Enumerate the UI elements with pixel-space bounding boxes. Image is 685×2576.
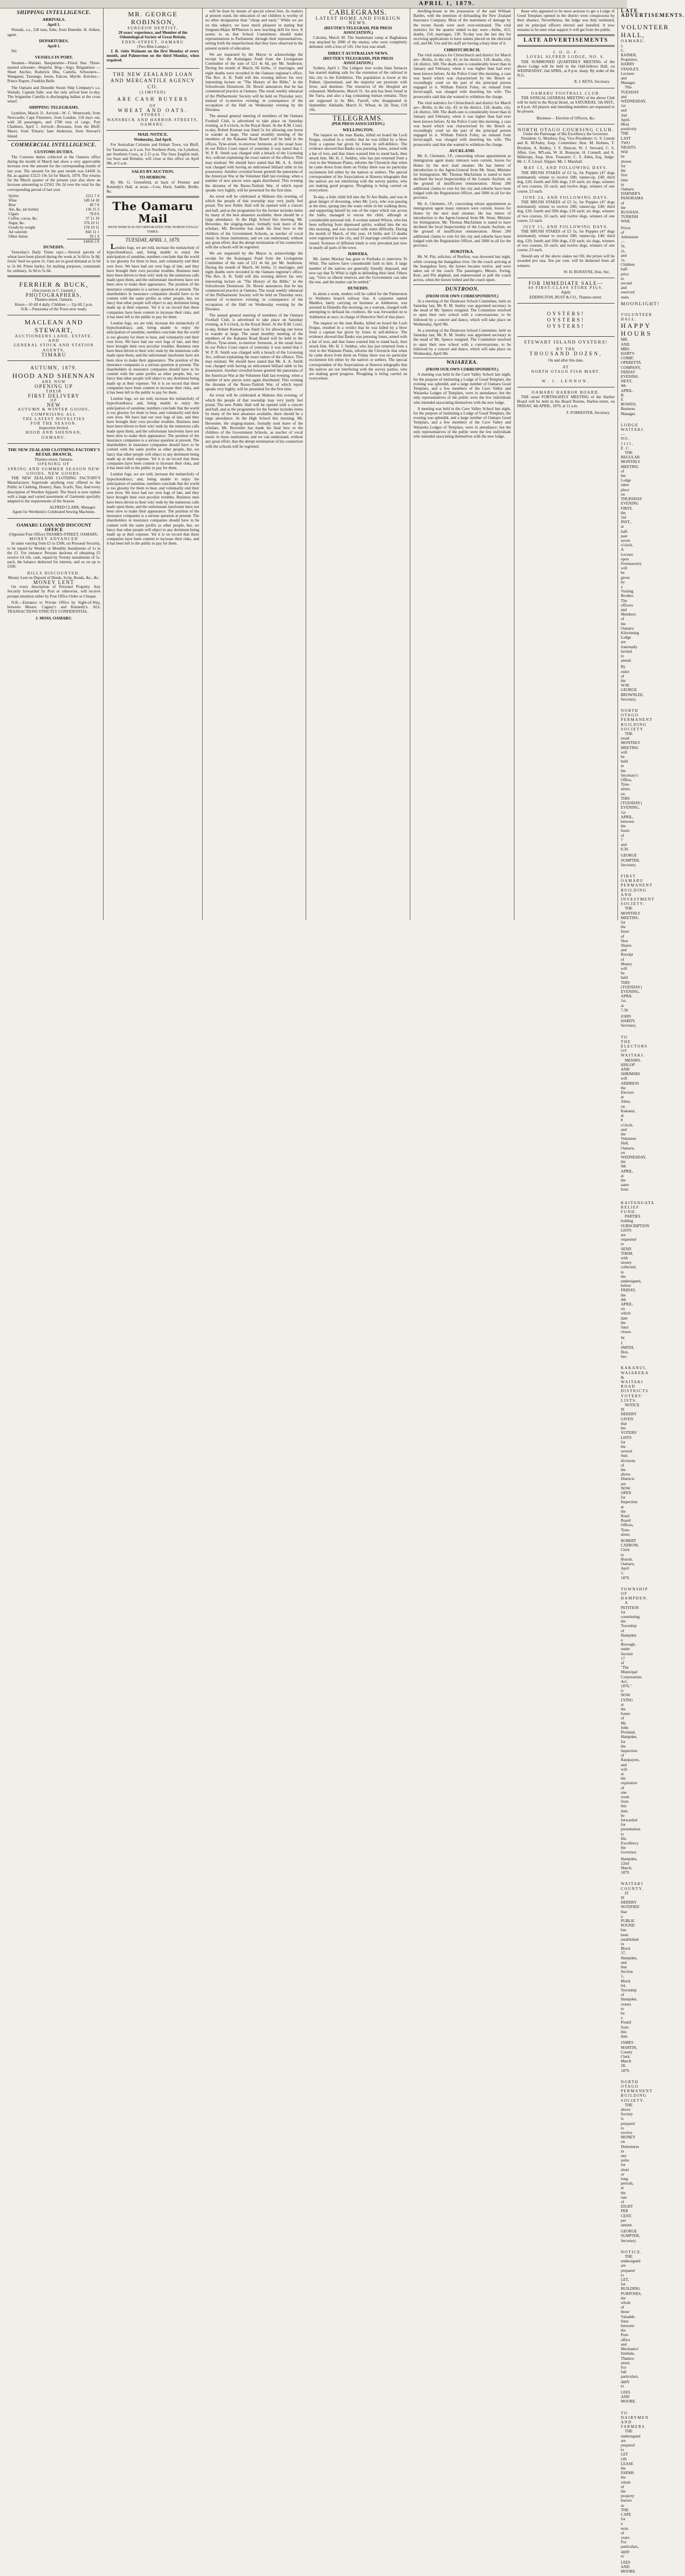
ad-title: OAMARU FOOTBALL CLUB. <box>531 91 601 96</box>
ad-line: Agent for Wertheim's Celebrated Sewing Machines. <box>12 510 96 515</box>
paragraph: THE BRUSH STAKES of £3 5s, for Puppies (47 dogs nominated); winner to receive £80; runner-up, £40; third dog, £20; fourth and fifth dogs, £10 each; six dogs, winners of two courses, £6 each; and twelve dogs, winners of one course, £3 each. <box>517 199 615 223</box>
table-row <box>7 194 100 198</box>
customs-table <box>7 194 100 244</box>
paragraph: THE usual FORTNIGHTLY MEETING of the Harbor Board will be held in the Board Rooms, Harbor-street, on FRIDAY, 4th APRIL, 1879, at 11 a.m. <box>517 395 615 409</box>
paragraph: In about a week, tenders will be called for the Palmerston to Waihemo branch railway line. A carpenter named Maddox, lately carrying on business at Ashburton, was arrested in Dunedin this morning, on a warrant, charged with attempting to defraud his creditors. He was forwarded on to Ashburton at once, in charge of Detective Neil of that place. <box>309 291 408 319</box>
advertisement-ferrier <box>7 279 100 313</box>
table-cell: Beer <box>8 202 16 207</box>
ad-line: 20 years' experience, and Member of the Odontological Society of Great Britain, <box>118 30 187 40</box>
paragraph: By Mr. G. Greenfield, at back of Premier and Kennedy's Hall, at noon.—Cow, Hack, Saddle, Bridle, &c. <box>106 180 199 194</box>
ad-signature: J. MOSS, OAMARU. <box>35 616 73 621</box>
table-cell: 376 10 11 <box>83 220 100 225</box>
paragraph: To-day, a little child fell into the Te Aro Baths, and was in great danger of drowning, when Mr. Levy, who was passing at the time, sprang into the water while in her walking dress, and supporting herself by one of the ropes which run across the baths, managed to rescue the child, although at considerable personal risk. A woman named Wilson, who has been suffering from depressed spirits, walked into the sea this morning, and was rescued with some difficulty. During the month of March, of this year, 14 births and 13 deaths were registered in the city, and 33 marriage certificates were issued. Sickness of different kinds is very prevalent just now in nearly all parts of the town. <box>309 194 408 250</box>
credit-line: (PER PRESS ASSOCIATION.) <box>332 122 385 127</box>
paragraph: THE ANNUAL GENERAL MEETING of the above Club will be held in the Royal Hotel, on SATURDAY, 5th INST., at 8 p.m. All players and intending members are requested to be present. <box>517 95 615 114</box>
ad-line: MONEY ADVANCED <box>29 537 79 542</box>
divider <box>517 34 615 36</box>
divider <box>517 303 615 304</box>
ad-title: MR. GEORGE ROBINSON, <box>128 10 178 26</box>
paragraph: N.B.—Entrance to Private Office by Sight-of-Way, between Messrs. Cagney's and Kennedy's. ALL TRANSACTIONS STRICTLY CONFIDENTIAL. <box>7 600 101 614</box>
ad-line: Money Lent on Deposit of Deeds, Scrip, Bonds, &c., &c. <box>8 575 100 580</box>
table-cell: Other duties <box>8 234 28 239</box>
table-row <box>7 239 100 244</box>
paragraph: For Australian Colonies and Hobart Town, via Bluff, for Tasmania, at 6 a.m. For Northern Ports, via Lyttelton, per Southern Cross, at 2.15 p.m. The Suez English mail, via Suez and Brindisi, will close at this office on April 9th, at 6 a.m. <box>106 142 199 166</box>
table-cell: Spirits <box>8 193 19 198</box>
paragraph: We are requested by the Mayor to acknowledge the receipt for the Kaitangata Fund from the Livingstone Committee of the sum of £21 4s 6d, per Mr. Anderson. During the month of March, 66 births, 11 marriages, and eight deaths were recorded in the Oamaru registrar's office. The Rev. A. B. Todd will this evening deliver his very interesting lecture on "The History of the Bible," in the Schoolroom Dunstroon. Dr. Bowie announces that he has commenced practice at Oamaru. The usual weekly rehearsal of the Philharmonic Society will be held on Thursday next, instead of to-morrow evening, in consequence of the occupation of the Hall on Wednesday evening by the Diorama. <box>205 52 303 113</box>
ad-title: THE NEW ZEALAND LOAN AND MERCANTILE AGENCY CO. <box>110 71 195 90</box>
paragraph: The annual general meeting of members of the Oamaru Football Club, is advertised to take place on Saturday evening, at 8 o'clock, in the Royal Hotel. At the R.M. Court, to-day, Robert Keenan was fined 5s for allowing one horse to wander at large. The usual monthly meeting of the members of the Kakanui Road Board will be held in the offices, Tyne-street, to-morrow forenoon, at the usual hour. In our Police Court report of yesterday it was stated that J. W. P. R. Smith was charged with a breach of the Licensing Act, without explaining the exact nature of the offence. This may mislead. We should have stated that Mr. A. A. Smith was charged with having an unlicensed billiard table in his possession. Another crowded house greeted the panorama of the American War at the Volunteer Hall last evening, when a number of new pieces were again distributed. This evening the diorama of the Russo-Turkish War, of which report speaks very highly, will be presented for the first time. <box>205 114 303 193</box>
paragraph: Mr. A. Clements, J.P., concerning whose appointment as immigration agent many rumours were current, leaves for Home by the next mail steamer. He has letters of introduction to the Agent-General from Mr. Stout, Minister for Immigration. Mr. Thomas Macfarlane is stated to have declined the local Inspectorship of the Lunatic Asylum, on the ground of insufficient remuneration. About 200 additional claims to vote for the city and suburbs have been lodged with the Registration Officer, and 5000 in all for the province. <box>413 154 511 200</box>
ad-line: FOR THE SEASON. <box>30 421 78 426</box>
paragraph: The inquest on the man Banks, killed on board the Loch Fergus, resulted in a verdict that he was killed by a blow from a capstan bar given by Jones in self-defence. The evidence showed that Banks was pursuing Jones, armed with a bar of iron, and that Jones warned him to stand back, then struck him. Mr. H. J. Seddon, who has just returned from a visit to the Waimate Plains, informs the Chronicle that when he came down from them on Friday there was no particular excitement felt either by the natives or settlers. The special correspondent of the Associations at Hawera telegraphs that the natives are not interfering with the survey parties, who are making good progress. Ploughing is being carried on everywhere. <box>309 132 408 193</box>
ad-line: (Two Blue Lamps.) <box>137 44 169 49</box>
paragraph: Sydney, April 1. The Lithgow iron works blast furnaces has started making rails for the extension of the railroad in this city to the Exhibition. The population is lower at the Palmer, Queensland, and the majority are prostrate with fever, and destitute. The resources of the Hospital are exhausted. Melbourne, March 31. An arm has been found in the Yarra, and also a bag containing human remains. They are supposed to be Mrs. Farrell, who disappeared in September. Adelaide, March 31. Wheat, 4s 2d; flour, £10 10s. <box>309 66 408 113</box>
subhead: MAIL NOTICE. <box>137 132 168 137</box>
ad-line: Thames-street, Oamaru. <box>34 297 73 302</box>
column-4 <box>306 8 410 920</box>
ad-line: WANSBECK AND HARBOR-STREETS, OAMARU. <box>106 117 199 127</box>
divider <box>106 68 199 69</box>
ad-line: SPRING AND SUMMER SEASON NEW GOODS, NEW GOODS. <box>7 466 100 476</box>
ad-line: SURGEON DENTIST, <box>127 26 178 30</box>
paragraph: A meeting was held in the Cave Valley School last night, for the purpose of instituting a Lodge of Good Templars, the evening was splendid, and a large number of Oamaru Good Templars, and a few members of the Cave Valley and Waiareka Lodges of Templars, were in attendance; but the only representatives of the public were the few individuals who intended associating themselves with the new lodge. <box>413 372 511 405</box>
ad-signature: LEES AND MOORE. <box>621 2390 637 2404</box>
paragraph: President: G. Moulsey, Esq. Vice-Presidents: G. S. Lintott and R. M'Auley, Esqs. Committee: Hon. M. Holmes, T. Brydone, A. Redley, J. Y. Duncan, W. J. Steward, C. S. Allen, Geo. M'Lean, W. H. Bonayne, H. Connell, and A. Millerops, Esqs. Hon. Treasurer: C. S. Allen, Esq. Judge: Mr. C. F. Lloyd. Slipper: Mr. J. Marshall. <box>517 136 615 164</box>
advertisement-clothing <box>7 445 100 516</box>
ad-line: I. O. O. F. <box>553 50 579 55</box>
paragraph: Mr. James Mackay has gone to Parihaka to interview Te Whiti. The natives have considerable faith in him. A large number of the natives are generally friendly disposed, and now say that Te Whiti is right in defending their land. Others say, "Give us liberal reserves and the Government can take the rest, and the matter can be settled." <box>309 257 408 285</box>
paragraph: The annual general meeting of members of the Oamaru Football Club, is advertised to take place on Saturday evening, at 8 o'clock, in the Royal Hotel. At the R.M. Court, to-day, Robert Keenan was fined 5s for allowing one horse to wander at large. The usual monthly meeting of the members of the Kakanui Road Board will be held in the offices, Tyne-street, to-morrow forenoon, at the usual hour. In our Police Court report of yesterday it was stated that J. W. P. R. Smith was charged with a breach of the Licensing Act, without explaining the exact nature of the offence. This may mislead. We should have stated that Mr. A. A. Smith was charged with having an unlicensed billiard table in his possession. Another crowded house greeted the panorama of the American War at the Volunteer Hall last evening, when a number of new pieces were again distributed. This evening the diorama of the Russo-Turkish War, of which report speaks very highly, will be presented for the first time. <box>205 313 303 392</box>
subhead: DUNEDIN. <box>43 244 65 249</box>
divider <box>106 167 199 168</box>
ad-line: EDDINGTON, BUST & CO., Thames-street. <box>529 295 602 300</box>
ad-line: OYSTERS! <box>547 323 585 329</box>
ad-line: THE LATEST NOVELTIES <box>23 416 86 421</box>
ad-signature: T. FORRESTER, Secretary. <box>566 410 611 415</box>
divider <box>106 130 199 131</box>
ad-line: AND <box>48 338 60 344</box>
section-title: CABLEGRAMS. <box>329 8 387 16</box>
advertisement-lodge <box>517 49 615 86</box>
ad-line: OYSTERS! <box>547 310 585 317</box>
table-row <box>7 207 100 212</box>
ad-line: Hours—10 till 4 daily. Children — Up till 2 p.m. <box>15 302 93 307</box>
ad-line: JULY 15, AND FOLLOWING DAYS. <box>523 224 609 229</box>
ad-line: (LIMITED) <box>139 90 167 95</box>
table-cell: 49 7 0 <box>89 202 100 207</box>
ad-line: NEW <box>47 402 61 408</box>
ad-signature: W. J. SMITH, Hon. Sec. <box>621 1336 634 1360</box>
paragraph: THE BRUSH STAKES of £3 5s, for Puppies (47 dogs nominated); winner to receive £80; runner-up, £40; third dog, £20; fourth and fifth dogs, £10 each; six dogs, winners of two courses, £6 each; and twelve dogs, winners of one course, £3 each. <box>517 170 615 194</box>
ad-line: MAY 13, AND FOLLOWING DAYS. <box>523 166 608 171</box>
column-7: LATE ADVERTISEMENTS. VOLUNTEER HALL, OAMARU. J. C. RAINER, Proprietor. HARRY STANLEY, Lecturer and Manager. This TUESDAY and WEDNESDAY, 1st and 2nd April. Most positively THE LAST TWO NIGHTS. Will be shown for the first time in Oamaru DARNER'S PANORAMA of the RUSSIAN-TURKISH WAR. Prices of Admission—3s, 2s, and 1s. Children half-price to second and reserved seats. MOONLIGHT! VOLUNTEER HALL. HAPPY HOURS MR. AND MRS. HART'S COMIC OPERETTA COMPANY, FRIDAY EVENING NEXT, 4th APRIL. B. F. BOWEN, Business Manager. LODGE WAITAKI.—NO. 1111, E.C. THE REGULAR MONTHLY MEETING of the Lodge takes place on THURSDAY EVENING FIRST, the 3rd INST., at half-past seven o'clock. A Lecture upon Freemasonry will be given by a Visiting Brother. The officers and Members of the Oamaru Kilwinning Lodge are fraternally invited to attend. By order of the W.M. GEORGE BROWNLEE, Secretary. NORTH OTAGO PERMANENT BUILDING SOCIETY. THE usual MONTHLY MEETING will be held at the Secretary's Office, Tyne-street, on THIS (TUESDAY) EVENING, 1st APRIL, between the hours of 7 and 8.30. GEORGE SUMPTER, Secretary. FIRST OAMARU PERMANENT BUILDING AND INVESTMENT SOCIETY. THE MONTHLY MEETING for the Issue of New Shares and Receipt of Money will be held THIS (TUESDAY) EVENING, APRIL 1st, at 7.30. JOHN HARDY, Secretary. TO THE ELECTORS OF WAITAKI. MESSRS. HISLOP AND SHRIMSKI will ADDRESS the Electors at Alma, on Kakanui, at 8 o'clock, and the Volunteer Hall, Oamaru, on WEDNESDAY, the 9th APRIL, at the same hour. KAITANGATA RELIEF FUND. PARTIES holding SUBSCRIPTION LISTS are requested to SEND THEM, with money collected, to the undersigned, before FRIDAY, the 4th APRIL, on which date the fund closes. W. J. SMITH, Hon. Sec. KAKANUI, WAIAREKA & WAITAKI ROAD DISTRICTS. VOTERS' LISTS. NOTICE IS HEREBY GIVEN that the VOTERS' LISTS for the several Sub-divisions of the above Districts are NOW OPEN for Inspection at the Road Board Offices, Tyne-street. ROBERT CARROW, Clerk to Boards. Oamaru, April 1, 1879. TOWNSHIP OF HAMPDEN. A PETITION for constituting the Township of Hampden a Borough, under Section 17 of "The Municipal Corporations Act, 1876," is NOW LYING at the house of Mr. John Presland, Hampden, for the inspection of Ratepayers, and will at the expiration of one week from this date, be forwarded for presentation to His Excellency the Governor. Hampden, 22nd March, 1879. WAITAKI COUNTY. IT IS HEREBY NOTIFIED that a PUBLIC POUND has been established in Block 37, Hampden, and that Section 1, Block 64, Township of Hampden, ceases to be a Pound from this date. JAMES MARTIN, County Clerk. March 28, 1879. NORTH OTAGO PERMANENT BUILDING SOCIETY. THE above Society is prepared to receive MONEY on Debentures in any sums for short or long periods, at the rate of EIGHT PER CENT. per annum. GEORGE SUMPTER, Secretary. NOTICE. THE undersigned are prepared to LET, for BUILDING PURPOSES, the whole of those Valuable Sites between the Post-office and Mechanics' Institute, Thames-street. For full particulars, apply to LEES AND MOORE. TO DAIRYMEN AND FARMERS. THE undersigned are prepared to LET ON LEASE the FARMS the whole of the property known as THE CAPE for a term of years. For particulars, apply to LEES AND MOORE. <box>621 8 685 2574</box>
subhead: DEPARTURES. <box>39 38 69 43</box>
paragraph: Yesterday's Daily Times says:—Several parcels of wheat have been placed during the week at 3s 6d to 3s 8d; fowls' feed we quote 2s. Oats are in good demand at 2s 6d to 2s 8d. Prime barley, for malting purposes, commands 6s; ordinary, 3s 9d to 5s 6d. <box>7 249 101 273</box>
subhead: HAWERA. <box>348 251 369 256</box>
ad-signature: R. J. KEYS, Secretary. <box>574 79 611 84</box>
section-subtitle: LATEST HOME AND FOREIGN NEWS. <box>315 15 401 26</box>
ad-line: THOUSAND DOZEN, <box>529 350 603 356</box>
ad-line: AUCTIONEERS LAND, ESTATE, <box>15 333 93 338</box>
advertisement-harbor-board <box>517 389 615 417</box>
advertisement-dentist <box>106 9 199 66</box>
ad-line: On and after this date, <box>548 358 584 363</box>
paragraph: We are requested by the Mayor to acknowledge the receipt for the Kaitangata Fund from the Livingstone Committee of the sum of £21 4s 6d, per Mr. Anderson. During the month of March, 66 births, 11 marriages, and eight deaths were recorded in the Oamaru registrar's office. The Rev. A. B. Todd will this evening deliver his very interesting lecture on "The History of the Bible," in the Schoolroom Dunstroon. Dr. Bowie announces that he has commenced practice at Oamaru. The usual weekly rehearsal of the Philharmonic Society will be held on Thursday next, instead of to-morrow evening, in consequence of the occupation of the Hall on Wednesday evening by the Diorama. <box>205 251 303 311</box>
credit-line: (FROM OUR OWN CORRESPONDENT.) <box>426 293 499 298</box>
ad-line: (Successors to C. Garnett,) <box>32 288 75 293</box>
credit-line: (REUTER'S TELEGRAMS, PER PRESS ASSOCIATION.) <box>323 56 393 66</box>
advertisement-stewart-oysters <box>517 338 615 385</box>
newspaper-masthead: The Oamaru Mail <box>112 199 194 226</box>
ad-line: BILLS DISCOUNTED. <box>27 571 80 576</box>
paragraph: On every description of Personal Property. Any Security forwarded by Post or otherwise, will receive prompt attention either by Post Office Order or Cheque. <box>7 585 101 599</box>
table-row <box>7 203 100 207</box>
subhead: CUSTOMS DUTIES. <box>34 149 74 154</box>
ad-line: N.B.—Panorama of the Town now ready. <box>20 306 87 311</box>
section-title: DUNTROON. <box>445 286 480 292</box>
paragraph: those who appeared to be most anxious to get a Lodge of Good Templars opened in the district were conspicuous by their absence. Nevertheless, the lodge was duly instituted, and its principal officers elected and installed. It now remains to be seen what support it will get from the public. <box>517 9 615 32</box>
ad-line: OF <box>50 398 57 403</box>
ad-line: THEIR <box>46 389 62 394</box>
ad-line: Under the Patronage of His Excellency the Governor. <box>523 132 609 137</box>
ad-signature: GEORGE BROWNLEE, Secretary. <box>621 688 644 702</box>
ad-line: NORTH OTAGO FISH MART. <box>531 369 601 375</box>
table-cell: 78 0 6 <box>89 211 100 216</box>
paragraph: The vital statistics for Christchurch and district for March are—Births, in the city, 43; in the district, 118; deaths, city, 24; district, 500. The death-rate is considerably lower than in January and February, when it was higher than had ever been known before. At the Police Court this morning, a case was heard which was characterised by the Bench as exceedingly cruel on the part of the principal person engaged in it. William Patrick Foley, on remand from Invercargill, was charged with deserting his wife. The prosecutrix said that she wanted to withdraw the charge. <box>413 52 511 99</box>
table-cell: Goods by weight <box>8 225 35 230</box>
table-cell: 178 10 11 <box>83 225 100 230</box>
paragraph: THE SUMMONED QUARTERLY MEETING of the above Lodge will be held in the Odd-fellows Hall, on WEDNESDAY, 2nd APRIL, at 8 p.m. sharp. By order of the N.G. <box>517 59 615 78</box>
subhead: SHIPPING TELEGRAMS. <box>29 105 79 110</box>
leader-article-cont: London fogs, we are told, increase the melancholy of hypochondriacs; and, being unable to enjoy the anticipation of sunshine, numbers conclude that the world is too gloomy for them to bear, and voluntarily end their own lives. We have had our own fogs of late, and they have brought their own peculiar troubles. Business men have been driven to their wits' ends by the numerous calls made upon them, and the unfortunate insolvents have not been slow to make their appearance. The position of the insurance companies is a serious question at present. The shareholders in insurance companies should have to be content with the same profits as other people, but, we fancy that other people will object to any detriment being made up at their expense. Yet it is on record that these companies have been content to increase their risks, and it has been left to the public to pay for them. <box>106 472 199 546</box>
divider <box>7 443 100 444</box>
paragraph: Calcutta, March 30. The Sandemani camp at Baghakaua was attacked by 2000 of the enemy, who were completely defeated, with a loss of 145. Our loss was small. <box>309 35 408 50</box>
page-header-strip <box>0 0 627 8</box>
leader-article: London fogs, we are told, increase the melancholy of hypochondriacs; and, being unable to enjoy the anticipation of sunshine, numbers conclude that the world is too gloomy for them to bear, and voluntarily end their own lives. We have had our own fogs of late, and they have brought their own peculiar troubles. Business men have been driven to their wits' ends by the numerous calls made upon them, and the unfortunate insolvents have not been slow to make their appearance. The position of the insurance companies is a serious question at present. The shareholders in insurance companies should have to be content with the same profits as other people, but, we fancy that other people will object to any detriment being made up at their expense. Yet it is on record that these companies have been content to increase their risks, and it has been left to the public to pay for them. <box>106 242 199 319</box>
advertisement-football <box>517 90 615 122</box>
ad-line: OPENING UP <box>34 384 73 390</box>
ad-line: OF <box>149 104 156 109</box>
ad-signature: HOOD AND SHENNAN, <box>25 430 82 435</box>
table-cell: Cigars <box>8 211 19 216</box>
ad-line: JUNE 24, AND FOLLOWING DAYS. <box>522 195 609 200</box>
divider <box>106 196 199 198</box>
ad-line: STORES : <box>141 113 165 118</box>
advertisement-maclean <box>7 317 100 359</box>
paragraph: An event will be celebrated at Maheno this evening, of which the people of that township may very justly feel proud. The new Public Hall will be opened with a concert and ball, and as the programme for the former includes items by many of the best amateurs available, there should be a large attendance. At the High School this morning, Mr. Brownlee, the singing-master, formally took leave of the scholars. Mr. Brownlee has made his final bow to the children of the Government Schools, as teacher of vocal music in those institutions; and we can understand, without any great effort, that the abrupt termination of his connection with the schools will be regretted. <box>205 194 303 250</box>
paragraph: The Customs duties collected at the Oamaru office during the month of March last show a very appreciable increase over the amount for the corresponding month of last year. The amount for the past month was £4436 2s 8d, as against £3223 10s 5d for March, 1878. The returns for the March quarter of the present year also show an increase amounting to £2562 19s 2d over the total for the corresponding period of last year. <box>7 155 101 192</box>
ad-signature: W. J. LENNON. <box>541 378 590 384</box>
section-title: TELEGRAMS. <box>332 114 384 123</box>
table-row <box>7 212 100 216</box>
ad-title: THE NEW ZEALAND CLOTHING FACTORY'S RETAIL BRANCH, <box>7 447 100 457</box>
ad-line: Business— Election of Officers, &c. <box>536 115 596 121</box>
ad-line: Inspection Invited. <box>39 426 69 431</box>
ad-line: MONEY LENT <box>33 580 75 586</box>
table-row <box>7 198 100 203</box>
paragraph: Lyttelton, March 31. Arrived—W. C. Wentworth, from Newcastle; Cape Finisterre, from London, 118 days out, with 28 passengers, and 1700 tons of cargo. Port Chalmers, April 1. Arrived—Rewanui, from the Bluff; Maori, from Timaru; Jane Anderson, from Stewart's Island. <box>7 110 101 139</box>
subhead: CHRISTCHURCH. <box>444 47 481 52</box>
paragraph: will be done by means of special school fees. As matters at present stand, the education of our children is worthy of no other designation than "cheap and nasty." While we are on this subject, we have much pleasure in stating that Sergeant-Major M'Pherson is now teaching drill for love. It seems to us that School Committees should make representations to Parliament, through their representatives, setting forth the imperfections that they have observed in the present system of education. <box>205 9 303 51</box>
ad-title: FOR IMMEDIATE SALE— <box>529 280 603 286</box>
ad-title: LOYAL ALFRED LODGE, NO. 6. <box>526 55 606 60</box>
column-1 <box>5 8 104 920</box>
credit-line: (REUTER'S TELEGRAM, PER PRESS ASSOCIATION.) <box>324 25 392 35</box>
ad-line: OPENING OF <box>38 462 70 467</box>
ad-line: BY THE <box>556 346 576 351</box>
page-date: APRIL 1, 1879. <box>418 0 475 7</box>
table-total: £4436 2 8 <box>67 239 100 244</box>
table-row <box>7 230 100 234</box>
divider <box>106 235 199 236</box>
ad-line: FIRST DELIVERY <box>28 393 80 399</box>
column-5 <box>410 8 514 920</box>
ad-line: OYSTERS! <box>547 317 585 323</box>
ad-line: 40 FIRST-CLASS STORE PIGS. <box>528 286 604 291</box>
divider <box>7 140 100 141</box>
ad-line: ARE CASH BUYERS <box>117 96 189 102</box>
column-2 <box>104 8 202 920</box>
ad-signature: GEORGE SUMPTER, Secretary. <box>621 853 641 867</box>
ad-signature: JAMES MARTIN, County Clerk. <box>621 2040 637 2059</box>
column-3 <box>203 8 306 920</box>
paragraph: Nil. <box>11 49 17 54</box>
section-title: COMMERCIAL INTELLIGENCE. <box>11 142 97 148</box>
dateline: April 1. <box>47 23 61 28</box>
table-cell: 39 1 9 <box>89 234 100 239</box>
paragraph: An event will be celebrated at Maheno this evening, of which the people of that township may very justly feel proud. The new Public Hall will be opened with a concert and ball, and as the programme for the former includes items by many of the best amateurs available, there should be a large attendance. At the High School this morning, Mr. Brownlee, the singing-master, formally took leave of the scholars. Mr. Brownlee has made his final bow to the children of the Government Schools, as teacher of vocal music in those institutions; and we can understand, without any great effort, that the abrupt termination of his connection with the schools will be regretted. <box>205 393 303 449</box>
ad-title: NORTH OTAGO COURSING CLUB. <box>517 126 615 132</box>
ad-title: HOOD AND SHENNAN <box>12 372 96 380</box>
divider <box>413 284 511 285</box>
table-cell: Wine <box>8 198 17 203</box>
column-6 <box>514 8 618 920</box>
paragraph: The vital statistics for Christchurch and district for March are—Births, in the city, 43; in the district, 118; deaths, city, 24; district, 500. The death-rate is considerably lower than in January and February, when it was higher than had ever been known before. At the Police Court this morning, a case was heard which was characterised by the Bench as exceedingly cruel on the part of the principal person engaged in it. William Patrick Foley, on remand from Invercargill, was charged with deserting his wife. The prosecutrix said that she wanted to withdraw the charge. <box>413 100 511 147</box>
ad-line: AUTUMN, 1879. <box>30 364 78 371</box>
ad-signature: ROBERT CARROW, Clerk to Boards. <box>621 1538 639 1562</box>
advertisement-sale <box>517 280 615 301</box>
table-cell: 136 15 3 <box>85 207 100 212</box>
divider <box>517 336 615 337</box>
ad-signature: JOHN HARDY, Secretary. <box>621 1014 637 1028</box>
ad-line: TIMARU <box>41 351 66 358</box>
paragraph: THE BRUSH STAKES of £3 5s, for Puppies (47 dogs nominated); winner to receive £80; runner-up, £40; third dog, £20; fourth and fifth dogs, £10 each; six dogs, winners of two courses, £6 each; and twelve dogs, winners of one course, £3 each. <box>517 229 615 252</box>
ad-title: OAMARU HARBOR BOARD. <box>531 390 600 395</box>
divider <box>7 518 100 519</box>
section-title: WAIAREKA. <box>446 360 478 366</box>
ad-signature: LEES AND MOORE. <box>621 2560 637 2574</box>
paragraph: The Oamaru and Dunedin Steam Ship Company's s.s. Waitaki, Captain Edie, was the only arrival here to-day. The brigantine Camilla is discharging ballast at the cross wharf. <box>7 85 101 104</box>
ad-title: MACLEAN AND STEWART, <box>24 318 83 334</box>
subhead: ARRIVALS. <box>42 17 65 22</box>
ad-signature: W. H. BONAYNE, Hon. Sec. <box>563 269 611 274</box>
section-title: LATE ADVERTISEMENTS <box>523 37 608 44</box>
divider <box>7 275 100 277</box>
newspaper-page <box>5 8 685 2574</box>
ad-line: EDEN-STREET, OAMARU <box>122 39 184 44</box>
ad-line: AUTUMN & WINTER GOODS, <box>17 407 91 412</box>
dateline: April 1. <box>47 44 61 49</box>
advertisement-hood <box>7 363 100 442</box>
paragraph: Steamer—Waitaki. Barquentine—Floral Star. Three-masted schooner—Hopeful. Brig—Argo. Brigantines — Sheet Anchor, Roderick Dhu, Camilla. Schooners—Wanganui, Taurange, Jessie, Falcon, Myrtle. Ketches—Prince Rupert, Franklin Belle. <box>7 60 101 84</box>
paragraph: Should any of the above stakes not fill, the prizes will be awarded pro rata. Ten per cent. will be deducted from all winners. <box>517 254 615 268</box>
divider <box>517 45 615 47</box>
ad-signature: GEORGE SUMPTER, Secretary. <box>621 2229 641 2243</box>
subhead: AUCKLAND. <box>449 148 475 153</box>
advertisement-loan-office <box>7 520 100 622</box>
ad-line: COMPRISING ALL <box>31 412 77 417</box>
divider <box>7 360 100 361</box>
paragraph: At a meeting of the Duntroon School Committee, held on Saturday last, Mr. R. M. Sunley was appointed secretary in the stead of Mr. Spence resigned. The Committee resolved to open their new school with a conversazione, to be followed by a concert and dance, which will take place on Wednesday, April 9th. <box>413 328 511 356</box>
table-cell: 843 11 1 <box>86 229 100 234</box>
ad-title: STEWART ISLAND OYSTERS! <box>523 339 608 345</box>
ad-line: AT <box>562 365 570 370</box>
subhead: VESSELS IN PORT. <box>34 55 73 60</box>
table-row <box>7 234 100 239</box>
credit-line: (FROM OUR OWN CORRESPONDENT.) <box>426 367 499 372</box>
paragraph: Mr. W. Pitt, solicitor, of Reefton, was drowned last night, while crossing the Inangahua river. On the coach arriving at the Inangahua ferry, the horses became restive, and were taken out of the coach. The passengers, Messrs. Ewing, Kerr, and Pitt alighted, and endeavoured to pull the coach across, when the horses bolted and the coach upset. <box>413 255 511 283</box>
paragraph: In sums varying from £5 to £500, on Personal Security, to be repaid by Weekly or Monthly Instalments of 1s in the £1. For instance: Persons desirous of obtaining £5 receive £4 10s. cash, repaid by Twenty instalments of 5s. each, the balance deducted for interest, and so on up to £500. <box>7 541 101 569</box>
table-cell: Ale, &c. (in bottle) <box>8 207 39 212</box>
advertisement-oysters <box>517 305 615 335</box>
ad-line: Apply <box>561 290 571 295</box>
table-row <box>7 216 100 221</box>
paragraph: Waitaki, s.s., 228 tons, Edie, from Dunedin. H. Aitken, agent. <box>7 28 101 37</box>
ad-title: FERRIER & BUCK, <box>19 280 89 288</box>
dateline: TO-MORROW. <box>139 175 167 180</box>
subhead: WELLINGTON. <box>342 127 374 132</box>
ad-line: OAMARU. <box>41 435 66 440</box>
paragraph: J. R. visits Waimate on the first Monday of every month, and Palmerston on the third Monday, when required. <box>106 49 199 63</box>
ad-line: ARE NOW <box>41 380 66 385</box>
subhead: HOKITIKA. <box>450 249 474 255</box>
subhead: DUNEDIN. <box>347 286 369 291</box>
table-cell: 2211 7 4 <box>86 193 100 198</box>
paragraph: Mr. A. Clements, J.P., concerning whose appointment as immigration agent many rumours were current, leaves for Home by the next mail steamer. He has letters of introduction to the Agent-General from Mr. Stout, Minister for Immigration. Mr. Thomas Macfarlane is stated to have declined the local Inspectorship of the Lunatic Asylum, on the ground of insufficient remuneration. About 200 additional claims to vote for the city and suburbs have been lodged with the Registration Officer, and 5000 in all for the province. <box>413 202 511 248</box>
leader-article-cont: London fogs, we are told, increase the melancholy of hypochondriacs; and, being unable to enjoy the anticipation of sunshine, numbers conclude that the world is too gloomy for them to bear, and voluntarily end their own lives. We have had our own fogs of late, and they have brought their own peculiar troubles. Business men have been driven to their wits' ends by the numerous calls made upon them, and the unfortunate insolvents have not been slow to make their appearance. The position of the insurance companies is a serious question at present. The shareholders in insurance companies should have to be content with the same profits as other people, but, we fancy that other people will object to any detriment being made up at their expense. Yet it is on record that these companies have been content to increase their risks, and it has been left to the public to pay for them. <box>106 320 199 395</box>
paragraph: dwelling-house in the possession of the said William Battles, with the intention of defrauding the New Zealand Insurance Company. Most of the statements of damage by the recent floods were such over-estimated. The vital statistics for the quarter ended to-day were—births, 413; deaths, 154; marriages, 130. To-day was the last day for receiving applications to have names placed on the electoral roll, and Mr. Ure and his staff are having a busy time of it. <box>413 9 511 46</box>
paragraph: The inquest on the man Banks, killed on board the Loch Fergus, resulted in a verdict that he was killed by a blow from a capstan bar given by Jones in self-defence. The evidence showed that Banks was pursuing Jones, armed with a bar of iron, and that Jones warned him to stand back, then struck him. Mr. H. J. Seddon, who has just returned from a visit to the Waimate Plains, informs the Chronicle that when he came down from them on Friday there was no particular excitement felt either by the natives or settlers. The special correspondent of the Associations at Hawera telegraphs that the natives are not interfering with the survey parties, who are making good progress. Ploughing is being carried on everywhere. <box>309 320 408 381</box>
ad-line: GENERAL STOCK AND STATION AGENTS, <box>14 343 95 353</box>
paragraph: At a meeting of the Duntroon School Committee, held on Saturday last, Mr. R. M. Sunley was appointed secretary in the stead of Mr. Spence resigned. The Committee resolved to open their new school with a conversazione, to be followed by a concert and dance, which will take place on Wednesday, April 9th. <box>413 298 511 327</box>
advertisement-coursing <box>517 126 615 276</box>
ad-line: (Opposite Post Office) THAMES-STREET, OAMARU. <box>8 532 99 537</box>
paragraph: THE NEW ZEALAND CLOTHING FACTORY'S Manufactures Supersede anything ever offered to the Public in Clothing, Hosiery, Hats, Scarfs, Ties, And every description of Woollen Apparel. The Stock is now replete with a large and varied assortment of Garments specially adapted to the requirements of the Season. <box>7 476 101 504</box>
subhead: SALES BY AUCTION. <box>131 169 174 175</box>
table-row <box>7 225 100 230</box>
ad-line: PHOTOGRAPHERS, <box>25 292 82 298</box>
table-cell: Coffee, cocoa, &c. <box>8 216 38 221</box>
section-title: SHIPPING INTELLIGENCE. <box>16 10 91 16</box>
advertisement-nz-loan <box>106 70 199 128</box>
ad-signature: ALFRED CLARK, Manager. <box>49 505 96 510</box>
dateline: Wednesday, 2nd April. <box>133 137 172 142</box>
ad-title: OAMARU LOAN AND DISCOUNT OFFICE <box>16 522 92 532</box>
subhead: DIRECT AUSTRALIAN NEWS. <box>328 50 388 56</box>
masthead-subtitle: WITH WHICH IS INCORPORATED THE NORTH OTAGO TIMES. <box>108 225 198 234</box>
paragraph: A meeting was held in the Cave Valley School last night, for the purpose of instituting a Lodge of Good Templars, the evening was splendid, and a large number of Oamaru Good Templars, and a few members of the Cave Valley and Waiareka Lodges of Templars, were in attendance; but the only representatives of the public were the few individuals who intended associating themselves with the new lodge. <box>413 406 511 439</box>
issue-date: TUESDAY, APRIL 1, 1879. <box>125 237 181 243</box>
ad-line: Thames-street, Oamaru. <box>34 457 73 462</box>
table-cell: 37 11 10 <box>86 216 100 221</box>
ad-line: WHEAT AND OATS. <box>118 108 188 114</box>
table-cell: 149 14 10 <box>83 198 100 203</box>
leader-article-cont: London fogs, we are told, increase the melancholy of hypochondriacs; and, being unable to enjoy the anticipation of sunshine, numbers conclude that the world is too gloomy for them to bear, and voluntarily end their own lives. We have had our own fogs of late, and they have brought their own peculiar troubles. Business men have been driven to their wits' ends by the numerous calls made upon them, and the unfortunate insolvents have not been slow to make their appearance. The position of the insurance companies is a serious question at present. The shareholders in insurance companies should have to be content with the same profits as other people, but, we fancy that other people will object to any detriment being made up at their expense. Yet it is on record that these companies have been content to increase their risks, and it has been left to the public to pay for them. <box>106 396 199 471</box>
table-cell: Ad valorem <box>8 229 28 234</box>
table-row <box>7 221 100 225</box>
table-cell: Sugar, &c. <box>8 220 25 225</box>
